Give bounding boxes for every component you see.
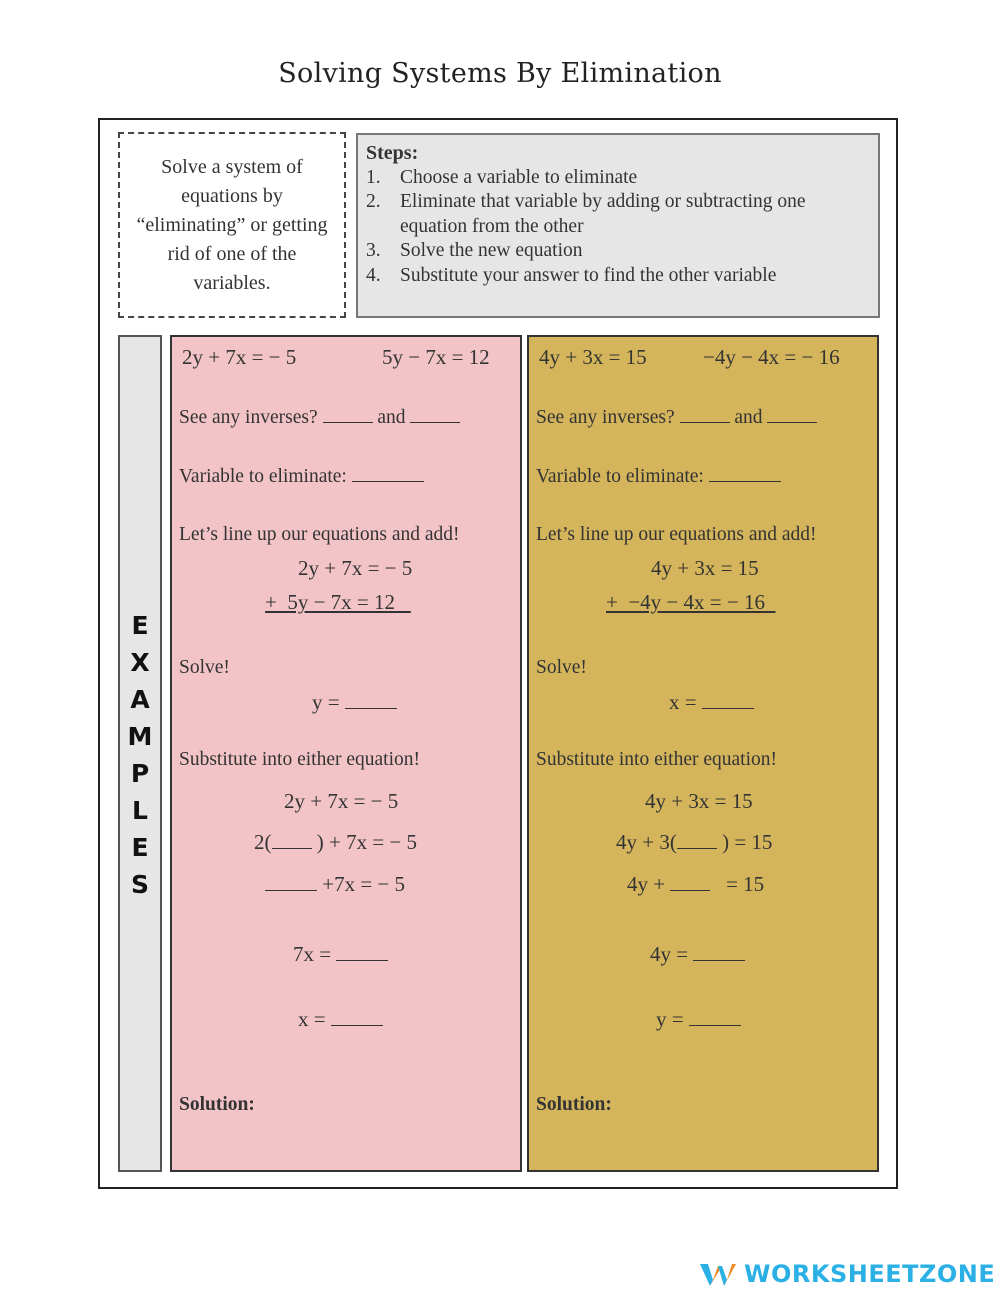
answer-blank[interactable] (702, 692, 754, 709)
substitute-text: Substitute into either equation! (179, 749, 420, 770)
sub-prefix: 4y + 3( (616, 830, 677, 854)
step-row-4 (293, 942, 388, 967)
examples-letter: E (131, 611, 149, 640)
step-number: 4. (366, 264, 381, 286)
substitute-text: Substitute into either equation! (536, 749, 777, 770)
step-expression: x = (298, 1007, 326, 1031)
solve-variable: x = (669, 690, 697, 714)
inverses-row (179, 406, 460, 429)
step-text: Choose a variable to eliminate (400, 166, 638, 188)
solve-text: Solve! (536, 657, 587, 678)
answer-blank[interactable] (352, 465, 424, 482)
answer-blank[interactable] (265, 874, 317, 891)
sub-suffix: = 15 (726, 872, 765, 896)
examples-letter: A (130, 685, 150, 714)
step-item (366, 190, 870, 239)
answer-blank[interactable] (689, 1009, 741, 1026)
step-row-5 (298, 1007, 383, 1032)
solve-row (669, 690, 754, 715)
substitution-row-3 (627, 872, 764, 897)
eliminate-row (536, 465, 781, 488)
answer-blank[interactable] (323, 406, 373, 423)
sub-prefix: 4y + (627, 872, 666, 896)
step-expression: 4y = (650, 942, 689, 966)
worksheetzone-logo (700, 1257, 995, 1291)
stack-top-equation: 2y + 7x = − 5 (298, 556, 413, 580)
sub-suffix: ) = 15 (722, 830, 773, 854)
step-number: 3. (366, 240, 381, 261)
answer-blank[interactable] (680, 406, 730, 423)
step-item (366, 166, 870, 191)
inverses-row (536, 406, 817, 429)
steps-heading: Steps: (366, 142, 419, 164)
intro-text: Solve a system of equations by “eliminating” or getting rid of one of the variables. (136, 155, 328, 294)
answer-blank[interactable] (767, 406, 817, 423)
stack-top-equation: 4y + 3x = 15 (651, 556, 759, 580)
answer-blank[interactable] (336, 944, 388, 961)
examples-letter: P (130, 759, 150, 788)
page-title: Solving Systems By Elimination (278, 58, 722, 89)
stack-bottom-text: + −4y − 4x = − 16 (606, 590, 765, 614)
examples-label (120, 607, 160, 903)
solve-text: Solve! (179, 657, 230, 678)
stack-bottom-equation (606, 590, 775, 615)
step-item (366, 239, 870, 264)
sub-suffix: ) + 7x = − 5 (316, 830, 418, 854)
line-up-text: Let’s line up our equations and add! (536, 524, 817, 545)
examples-sidebar (118, 335, 162, 1172)
step-expression: 7x = (293, 942, 332, 966)
step-number: 1. (366, 166, 381, 188)
equation-1: 4y + 3x = 15 (539, 345, 647, 369)
solution-label: Solution: (536, 1094, 612, 1115)
step-number: 2. (366, 191, 381, 212)
steps-list (366, 166, 870, 289)
sub-prefix: 2( (254, 830, 272, 854)
step-text: Substitute your answer to find the other variable (400, 264, 777, 286)
step-row-5 (656, 1007, 741, 1032)
substitution-row-2 (254, 830, 417, 855)
inverses-prompt: See any inverses? (179, 407, 318, 428)
examples-letter: X (130, 648, 150, 677)
and-text: and (377, 407, 406, 428)
examples-letter: M (127, 722, 153, 751)
step-text: Eliminate that variable by adding or subtracting one equation from the other (400, 191, 806, 237)
answer-blank[interactable] (410, 406, 460, 423)
substitution-row-3 (265, 872, 405, 897)
examples-letter: S (130, 870, 149, 899)
stack-bottom-equation (265, 590, 411, 615)
stack-bottom-text: + 5y − 7x = 12 (265, 590, 396, 614)
answer-blank[interactable] (709, 465, 781, 482)
inverses-prompt: See any inverses? (536, 407, 675, 428)
substitution-equation: 2y + 7x = − 5 (284, 789, 399, 813)
logo-wordmark: WORKSHEETZONE (744, 1260, 996, 1288)
equation-2: −4y − 4x = − 16 (703, 345, 840, 369)
answer-blank[interactable] (677, 832, 717, 849)
solve-row (312, 690, 397, 715)
equation-2: 5y − 7x = 12 (382, 345, 490, 369)
examples-letter: L (132, 796, 148, 825)
steps-box (356, 133, 880, 318)
step-text: Solve the new equation (400, 240, 583, 261)
examples-letter: E (131, 833, 149, 862)
answer-blank[interactable] (693, 944, 745, 961)
w-logo-icon (700, 1260, 736, 1288)
line-up-text: Let’s line up our equations and add! (179, 524, 460, 545)
answer-blank[interactable] (345, 692, 397, 709)
substitution-row-2 (616, 830, 772, 855)
solution-label: Solution: (179, 1094, 255, 1115)
and-text: and (734, 407, 763, 428)
example-panel-2 (527, 335, 879, 1172)
equation-1: 2y + 7x = − 5 (182, 345, 297, 369)
step-item (366, 264, 870, 289)
substitution-equation: 4y + 3x = 15 (645, 789, 753, 813)
step-row-4 (650, 942, 745, 967)
example-panel-1 (170, 335, 522, 1172)
answer-blank[interactable] (670, 874, 710, 891)
eliminate-prompt: Variable to eliminate: (536, 466, 704, 487)
sub-suffix: +7x = − 5 (322, 872, 406, 896)
intro-box (118, 132, 346, 318)
solve-variable: y = (312, 690, 340, 714)
eliminate-prompt: Variable to eliminate: (179, 466, 347, 487)
eliminate-row (179, 465, 424, 488)
step-expression: y = (656, 1007, 684, 1031)
answer-blank[interactable] (331, 1009, 383, 1026)
answer-blank[interactable] (272, 832, 312, 849)
